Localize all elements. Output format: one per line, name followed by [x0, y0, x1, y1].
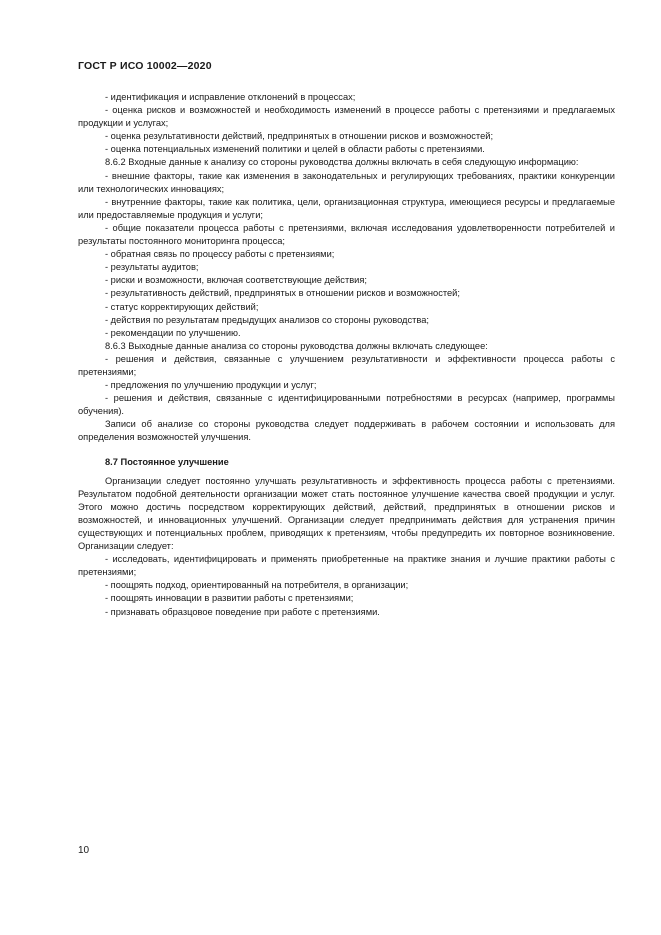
list-item: - оценка рисков и возможностей и необходимость изменений в процессе работы с претензиями и предлагаемых продукции и услугах;: [78, 105, 615, 129]
clause-8-6-2: 8.6.2 Входные данные к анализу со стороны руководства должны включать в себя следующую информацию:: [105, 157, 579, 168]
section-heading: 8.7 Постоянное улучшение: [105, 456, 229, 467]
list-item: - идентификация и исправление отклонений в процессах;: [105, 92, 356, 102]
page-content: [78, 91, 615, 619]
list-item: - внешние факторы, такие как изменения в законодательных и регулирующих требованиях, практики конкуренции или технологических инновациях;: [78, 170, 615, 194]
list-item: - результативность действий, предпринятых в отношении рисков и возможностей;: [105, 288, 460, 299]
list-item: - решения и действия, связанные с улучшением результативности и эффективности процесса работы с претензиями;: [78, 353, 615, 377]
list-item: - рекомендации по улучшению.: [105, 327, 241, 338]
list-item: - признавать образцовое поведение при работе с претензиями.: [105, 606, 380, 617]
clause-8-6-3: 8.6.3 Выходные данные анализа со стороны руководства должны включать следующее:: [105, 340, 488, 351]
list-item: - общие показатели процесса работы с претензиями, включая исследования удовлетворенности потребителей и результаты постоянного мониторинга процесса;: [78, 222, 615, 247]
list-item: - решения и действия, связанные с идентифицированными потребностями в ресурсах (например, программы обучения).: [78, 393, 615, 417]
list-item: - поощрять инновации в развитии работы с претензиями;: [105, 593, 354, 604]
list-item: - результаты аудитов;: [105, 262, 199, 273]
list-item: - статус корректирующих действий;: [105, 301, 259, 312]
list-item: - предложения по улучшению продукции и услуг;: [105, 380, 317, 391]
paragraph: Организации следует постоянно улучшать результативность и эффективность процесса работы с претензиями. Результатом подобной деятельности организации может стать постоянное улучшение качества своей продукции и услуг. Этого можно достичь посредством корректирующих действий, действий, предпринятых в отношении рисков и возможностей, и инновационных улучшений. Организации следует предпринимать действия для устранения причин существующих и потенциальных проблем, приводящих к претензиям, чтобы предупредить их повторное возникновение. Организации следует:: [78, 475, 615, 552]
list-item: - действия по результатам предыдущих анализов со стороны руководства;: [105, 314, 429, 325]
document-header: ГОСТ Р ИСО 10002—2020: [78, 60, 212, 72]
paragraph: Записи об анализе со стороны руководства следует поддерживать в рабочем состоянии и использовать для определения возможностей улучшения.: [78, 419, 615, 443]
list-item: - внутренние факторы, такие как политика, цели, организационная структура, имеющиеся ресурсы и предлагаемые или предоставляемые продукция и услуги;: [78, 196, 615, 220]
list-item: - исследовать, идентифицировать и применять приобретенные на практике знания и лучшие практики работы с претензиями;: [78, 554, 615, 578]
list-item: - обратная связь по процессу работы с претензиями;: [105, 249, 335, 260]
list-item: - риски и возможности, включая соответствующие действия;: [105, 275, 367, 286]
list-item: - оценка потенциальных изменений политики и целей в области работы с претензиями.: [105, 144, 485, 155]
list-item: - поощрять подход, ориентированный на потребителя, в организации;: [105, 580, 409, 591]
list-item: - оценка результативности действий, предпринятых в отношении рисков и возможностей;: [105, 131, 494, 142]
page-number: 10: [78, 845, 90, 856]
